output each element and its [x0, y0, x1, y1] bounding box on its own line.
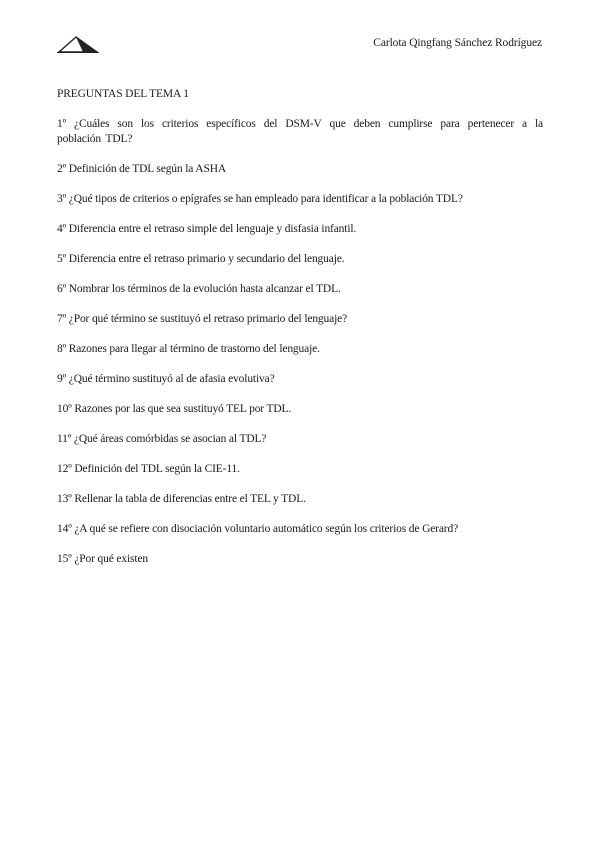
question-8: 8º Razones para llegar al término de trastorno del lenguaje. [57, 343, 320, 355]
question-1: 1º ¿Cuáles son los criterios específicos del DSM-V que deben cumplirse para pertenecer a la población TDL? [57, 118, 543, 145]
question-15: 15º ¿Por qué existen [57, 553, 148, 565]
document-body [57, 87, 543, 582]
question-10: 10º Razones por las que sea sustituyó TEL por TDL. [57, 403, 292, 415]
question-9: 9º ¿Qué término sustituyó al de afasia evolutiva? [57, 373, 275, 385]
document-title: PREGUNTAS DEL TEMA 1 [57, 88, 189, 100]
question-7: 7º ¿Por qué término se sustituyó el retraso primario del lenguaje? [57, 313, 348, 325]
question-2: 2º Definición de TDL según la ASHA [57, 163, 227, 175]
author-name: Carlota Qingfang Sánchez Rodríguez [373, 37, 542, 49]
question-13: 13º Rellenar la tabla de diferencias entre el TEL y TDL. [57, 493, 306, 505]
logo-icon [57, 34, 99, 54]
question-3: 3º ¿Qué tipos de criterios o epígrafes se han empleado para identificar a la población TDL? [57, 193, 463, 205]
question-12: 12º Definición del TDL según la CIE-11. [57, 463, 240, 475]
question-11: 11º ¿Qué áreas comórbidas se asocian al TDL? [57, 433, 267, 445]
question-14: 14º ¿A qué se refiere con disociación voluntario automático según los criterios de Gerard? [57, 523, 459, 535]
question-6: 6º Nombrar los términos de la evolución hasta alcanzar el TDL. [57, 283, 341, 295]
question-4: 4º Diferencia entre el retraso simple del lenguaje y disfasia infantil. [57, 223, 357, 235]
question-5: 5º Diferencia entre el retraso primario y secundario del lenguaje. [57, 253, 345, 265]
